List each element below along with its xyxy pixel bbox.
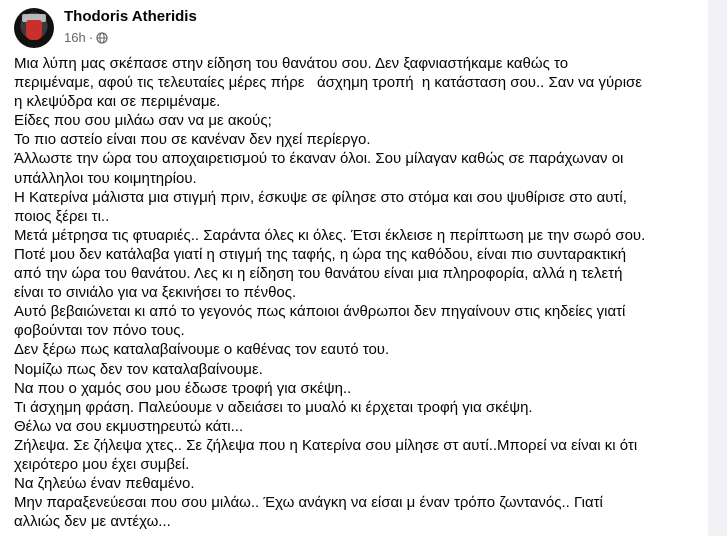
post-text-line: από την ώρα του θανάτου. Λες κι η είδηση του θανάτου είναι μια πληροφορία, αλλά η τελετή xyxy=(14,265,623,283)
post-text-line: Δεν ξέρω πως καταλαβαίνουμε ο καθένας τον εαυτό του. xyxy=(14,341,390,359)
post-text-line: περιμέναμε, αφού τις τελευταίες μέρες πήρε άσχημη τροπή η κατάσταση σου.. Σαν να γύρισε xyxy=(14,74,642,92)
post-text-line: Αυτό βεβαιώνεται κι από το γεγονός πως κάποιοι άνθρωποι δεν πηγαίνουν στις κηδείες γιατί xyxy=(14,303,626,321)
post-text-line: φοβούνται τον πόνο τους. xyxy=(14,322,185,340)
post-text-line: αλλιώς δεν με αντέχω... xyxy=(14,513,171,531)
post-meta xyxy=(64,30,108,45)
post-text-line: Η Κατερίνα μάλιστα μια στιγμή πριν, έσκυψε σε φίλησε στο στόμα και σου ψυθίρισε στο αυτί, xyxy=(14,188,627,206)
post-text-line: ποιος ξέρει τι.. xyxy=(14,207,110,225)
post-text-line: Μην παραξενεύεσαι που σου μιλάω.. Έχω ανάγκη να είσαι μ έναν τρόπο ζωντανός.. Γιατί xyxy=(14,494,603,512)
post-text-line: Ζήλεψα. Σε ζήλεψα χτες.. Σε ζήλεψα που η Κατερίνα σου μίλησε στ αυτί..Μπορεί να είναι κι ότι xyxy=(14,436,638,454)
post-text-line: είναι το σινιάλο για να ξεκινήσει το πένθος. xyxy=(14,284,297,302)
post-text-line: Να που ο χαμός σου μου έδωσε τροφή για σκέψη.. xyxy=(14,379,352,397)
post-text-line: η κλεψύδρα και σε περιμέναμε. xyxy=(14,93,221,111)
post-text-line: Ποτέ μου δεν κατάλαβα γιατί η στιγμή της ταφής, η ώρα της καθόδου, είναι πιο συνταρακτική xyxy=(14,245,627,263)
post-text-line: Νομίζω πως δεν τον καταλαβαίνουμε. xyxy=(14,360,263,378)
post-text-line: Μια λύπη μας σκέπασε στην είδηση του θανάτου σου. Δεν ξαφνιαστήκαμε καθώς το xyxy=(14,55,569,72)
post-text-line: Είδες που σου μιλάω σαν να με ακούς; xyxy=(14,112,272,130)
post-text xyxy=(14,54,700,531)
post-time[interactable]: 16h xyxy=(64,30,86,45)
post-text-line: Το πιο αστείο είναι που σε κανέναν δεν ηχεί περίεργο. xyxy=(14,131,371,149)
globe-icon[interactable] xyxy=(96,32,108,44)
post-header xyxy=(14,6,614,50)
post-text-line: Θέλω να σου εκμυστηρευτώ κάτι... xyxy=(14,417,244,435)
post-text-line: Να ζηλεύω έναν πεθαμένο. xyxy=(14,475,195,493)
post-text-line: Μετά μέτρησα τις φτυαριές.. Σαράντα όλες κι όλες. Έτσι έκλεισε η περίπτωση με την σωρό σου. xyxy=(14,226,646,244)
post-text-line: χειρότερο μου έχει συμβεί. xyxy=(14,455,190,473)
author-name[interactable]: Thodoris Atheridis xyxy=(64,8,197,25)
post-text-line: υπάλληλοι του κοιμητηρίου. xyxy=(14,169,197,187)
post-text-line: Τι άσχημη φράση. Παλεύουμε ν αδειάσει το μυαλό κι έρχεται τροφή για σκέψη. xyxy=(14,398,533,416)
avatar[interactable] xyxy=(14,8,54,48)
post-text-line: Άλλωστε την ώρα του αποχαιρετισμού το έκαναν όλοι. Σου μίλαγαν καθώς σε παράχωναν οι xyxy=(14,150,624,168)
meta-separator: · xyxy=(88,30,94,45)
